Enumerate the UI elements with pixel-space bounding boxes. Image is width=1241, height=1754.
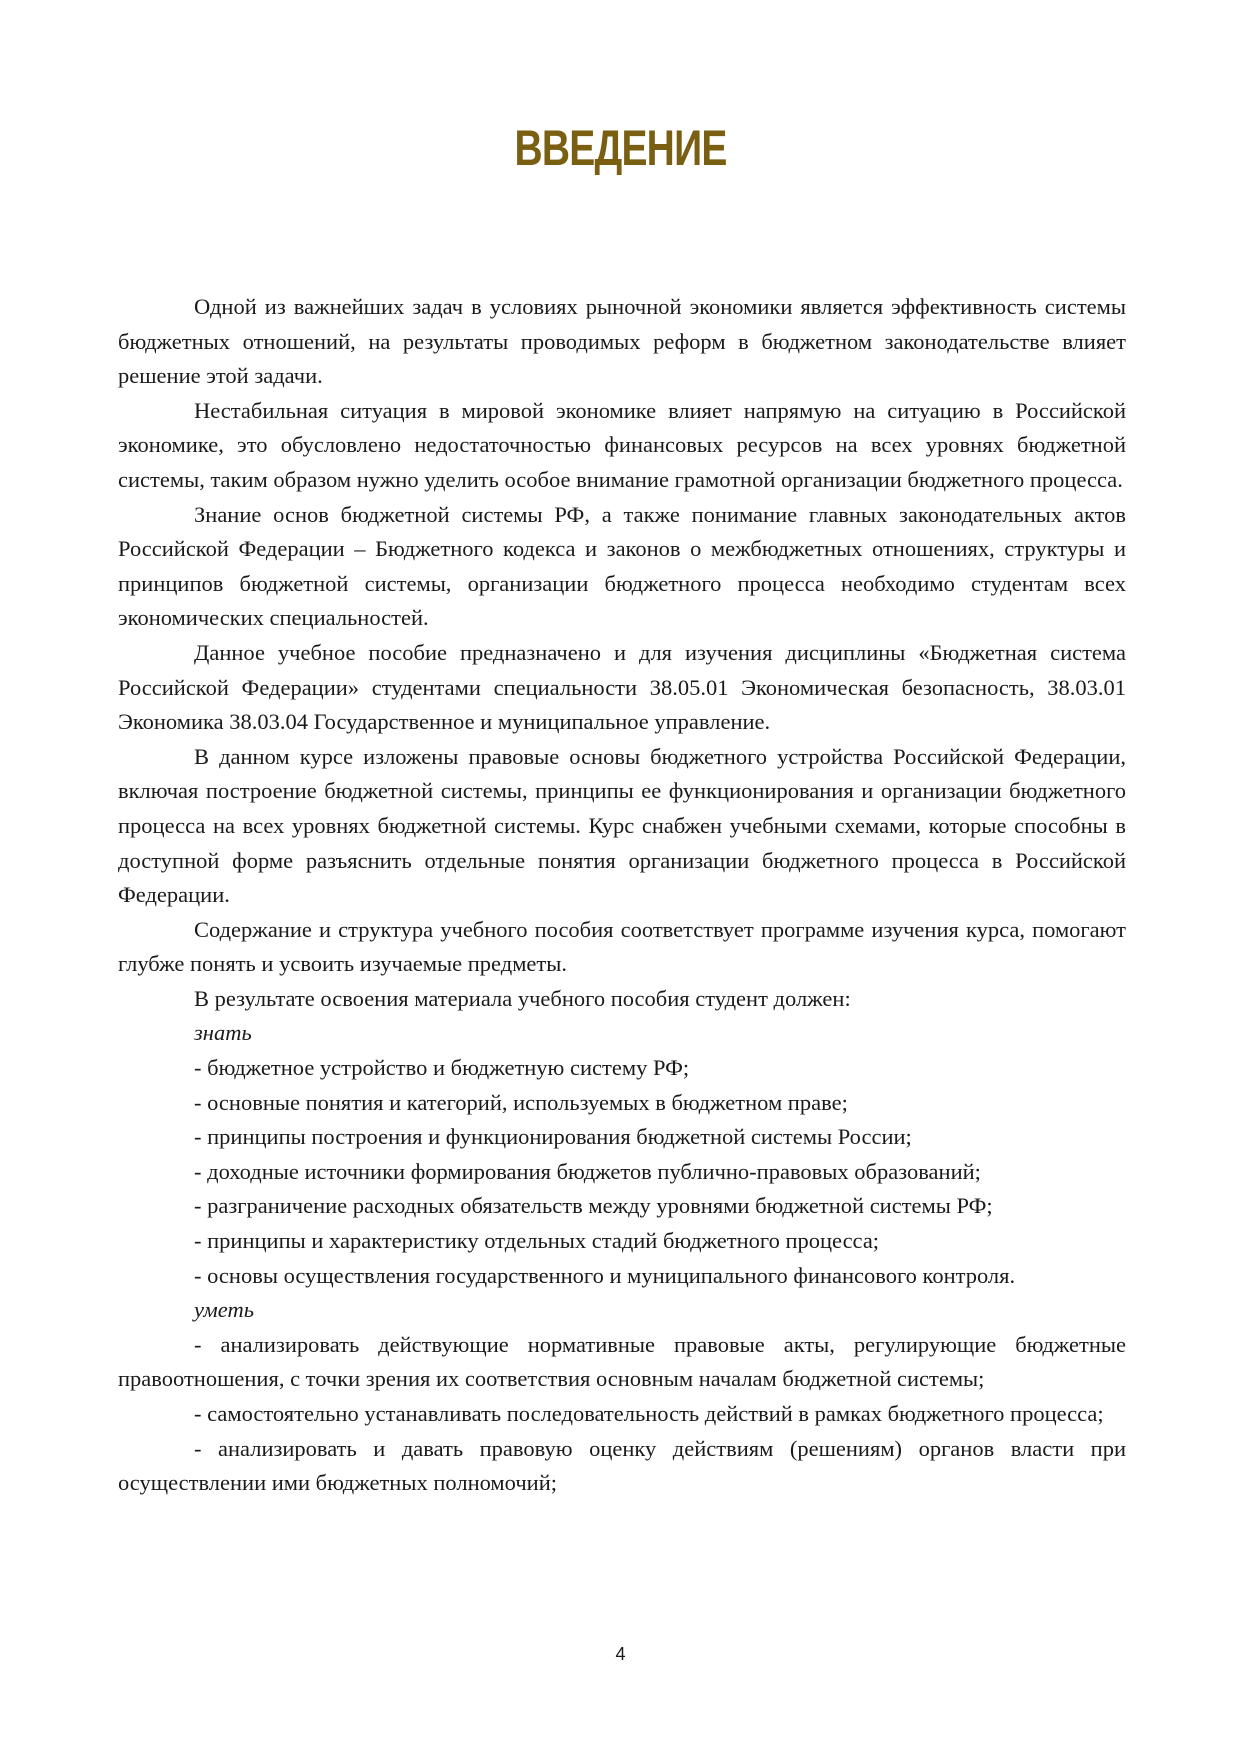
paragraph: В результате освоения материала учебного пособия студент должен: <box>194 985 851 1011</box>
paragraph: В данном курсе изложены правовые основы бюджетного устройства Российской Федерации, включая построение бюджетной системы, принципы ее функционирования и организации бюджетного процесса на всех уровнях бюджетной системы. Курс снабжен учебными схемами, которые способны в доступной форме разъяснить отдельные понятия организации бюджетного процесса в Российской Федерации. <box>118 743 1126 908</box>
know-label: знать <box>194 1020 252 1046</box>
can-label: уметь <box>194 1297 254 1323</box>
paragraph: Нестабильная ситуация в мировой экономике влияет напрямую на ситуацию в Российской экономике, это обусловлено недостаточностью финансовых ресурсов на всех уровнях бюджетной системы, таким образом нужно уделить особое внимание грамотной организации бюджетного процесса. <box>118 397 1126 492</box>
know-list-item: - бюджетное устройство и бюджетную систему РФ; <box>194 1055 690 1081</box>
know-list-item: - основы осуществления государственного и муниципального финансового контроля. <box>194 1262 1016 1288</box>
paragraph: Знание основ бюджетной системы РФ, а также понимание главных законодательных актов Российской Федерации – Бюджетного кодекса и законов о межбюджетных отношениях, структуры и принципов бюджетной системы, организации бюджетного процесса необходимо студентам всех экономических специальностей. <box>118 501 1126 631</box>
know-list-item: - основные понятия и категорий, используемых в бюджетном праве; <box>194 1089 848 1115</box>
paragraph: Содержание и структура учебного пособия соответствует программе изучения курса, помогают глубже понять и усвоить изучаемые предметы. <box>118 916 1126 977</box>
know-list-item: - принципы построения и функционирования бюджетной системы России; <box>194 1124 912 1150</box>
know-list-item: - принципы и характеристику отдельных стадий бюджетного процесса; <box>194 1228 880 1254</box>
can-list-item: - самостоятельно устанавливать последовательность действий в рамках бюджетного процесса; <box>194 1401 1104 1426</box>
page-number: 4 <box>615 1644 626 1664</box>
know-list-item: - разграничение расходных обязательств между уровнями бюджетной системы РФ; <box>194 1193 993 1219</box>
know-list-item: - доходные источники формирования бюджетов публично-правовых образований; <box>194 1158 981 1184</box>
paragraph: Данное учебное пособие предназначено и для изучения дисциплины «Бюджетная система Российской Федерации» студентами специальности 38.05.01 Экономическая безопасность, 38.03.01 Экономика 38.03.04 Государственное и муниципальное управление. <box>118 639 1126 735</box>
paragraph: Одной из важнейших задач в условиях рыночной экономики является эффективность системы бюджетных отношений, на результаты проводимых реформ в бюджетном законодательстве влияет решение этой задачи. <box>118 294 1126 389</box>
page-title: ВВЕДЕНИЕ <box>514 120 727 176</box>
document-body <box>118 290 1126 1501</box>
can-list-item: - анализировать действующие нормативные правовые акты, регулирующие бюджетные правоотношения, с точки зрения их соответствия основным началам бюджетной системы; <box>118 1331 1126 1392</box>
can-list-item: - анализировать и давать правовую оценку действиям (решениям) органов власти при осуществлении ими бюджетных полномочий; <box>118 1435 1126 1496</box>
